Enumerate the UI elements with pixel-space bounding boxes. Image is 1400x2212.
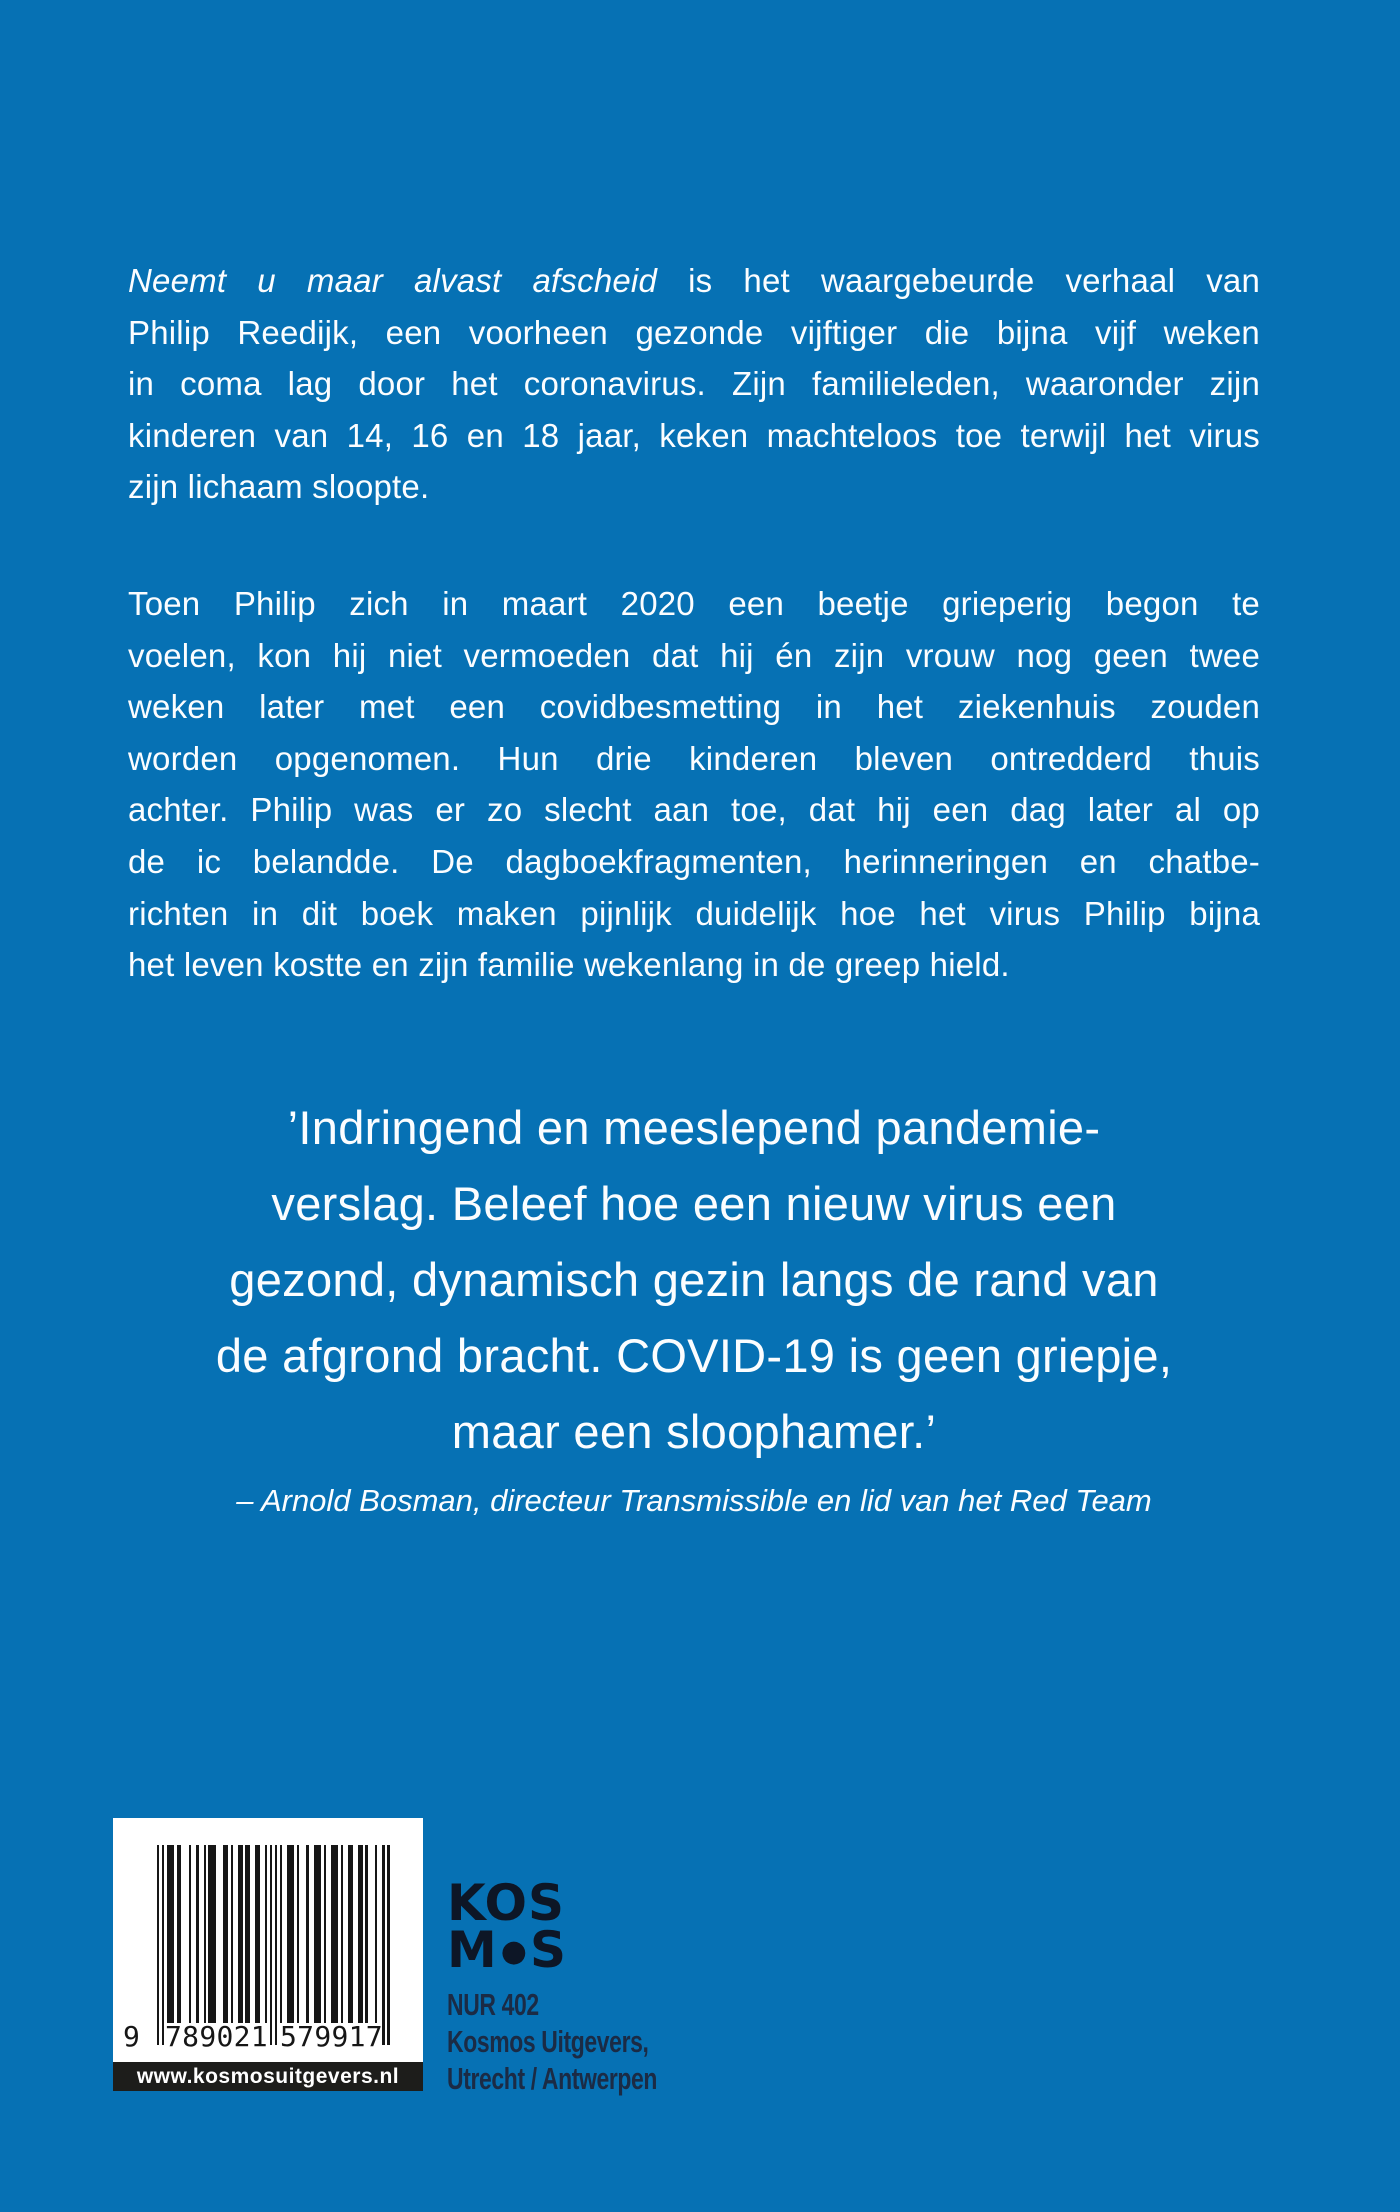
barcode-bar xyxy=(382,1845,384,2045)
barcode-bar xyxy=(245,1845,250,2023)
barcode-bar xyxy=(157,1845,159,2045)
barcode-bar xyxy=(231,1845,233,2023)
quote-line: gezond, dynamisch gezin langs de rand van xyxy=(229,1253,1159,1306)
quote-attribution: – Arnold Bosman, directeur Transmissible en lid van het Red Team xyxy=(236,1483,1152,1518)
barcode-bar xyxy=(297,1845,299,2023)
quote-line: ’Indringend en meeslepend pandemie- xyxy=(287,1101,1101,1154)
barcode-bar xyxy=(341,1845,343,2023)
barcode-bar xyxy=(189,1845,191,2023)
barcode-bar xyxy=(324,1845,326,2023)
barcode-digit-prefix: 9 xyxy=(123,2020,140,2053)
kosmos-logo-line2 xyxy=(447,1921,567,1979)
barcode-bar xyxy=(280,1845,282,2023)
barcode-bar xyxy=(270,1845,272,2045)
publisher-website-strip xyxy=(113,2062,423,2091)
synopsis-line: voelen, kon hij niet vermoeden dat hij én zijn vrouw nog geen twee xyxy=(128,636,1260,674)
quote-line: de afgrond bracht. COVID-19 is geen griepje, xyxy=(215,1329,1173,1382)
barcode-digits-right: 579917 xyxy=(280,2020,383,2053)
barcode-bar xyxy=(306,1845,308,2023)
quote-lines xyxy=(128,1090,1260,1470)
synopsis-p2-lines xyxy=(128,578,1260,991)
barcode-bar xyxy=(162,1845,164,2045)
publisher-name: Kosmos Uitgevers, xyxy=(447,2024,649,2059)
quote-line: maar een sloophamer.’ xyxy=(451,1405,937,1458)
review-quote xyxy=(128,1090,1260,1470)
barcode-bar xyxy=(375,1845,377,2023)
barcode-digits-left: 789021 xyxy=(165,2020,268,2053)
synopsis-line: het leven kostte en zijn familie wekenlang in de greep hield. xyxy=(128,946,1010,984)
synopsis-line: in coma lag door het coronavirus. Zijn familieleden, waaronder zijn xyxy=(128,365,1260,403)
publisher-website-url: www.kosmosuitgevers.nl xyxy=(136,2064,400,2088)
synopsis-paragraph-1 xyxy=(128,255,1260,513)
logo-letter-m: M xyxy=(447,1921,498,1979)
synopsis-line: Toen Philip zich in maart 2020 een beetje grieperig begon te xyxy=(128,585,1260,622)
barcode-bar xyxy=(177,1845,182,2023)
barcode-bar xyxy=(358,1845,363,2023)
synopsis-line: de ic belandde. De dagboekfragmenten, herinneringen en chatbe- xyxy=(128,842,1260,880)
barcode-bar xyxy=(348,1845,353,2023)
publisher-cities: Utrecht / Antwerpen xyxy=(447,2061,658,2096)
barcode-bar xyxy=(167,1845,174,2023)
barcode-bar xyxy=(238,1845,243,2023)
publisher-info xyxy=(447,1986,731,2097)
barcode-bar xyxy=(387,1845,389,2045)
barcode-bar xyxy=(208,1845,215,2023)
synopsis-line: weken later met een covidbesmetting in het ziekenhuis zouden xyxy=(128,688,1260,726)
synopsis-p1-lines xyxy=(128,307,1260,513)
kosmos-logo xyxy=(447,1874,567,1979)
synopsis-line: richten in dit boek maken pijnlijk duidelijk hoe het virus Philip bijna xyxy=(128,894,1260,932)
quote-line: verslag. Beleef hoe een nieuw virus een xyxy=(271,1177,1117,1230)
ean-barcode xyxy=(157,1845,390,2045)
barcode-bar xyxy=(196,1845,198,2023)
synopsis-line: worden opgenomen. Hun drie kinderen bleven ontredderd thuis xyxy=(128,739,1260,777)
kosmos-logo-line1: KOS xyxy=(447,1874,566,1932)
book-title-italic: Neemt u maar alvast afscheid xyxy=(128,262,658,299)
barcode-bar xyxy=(223,1845,228,2023)
barcode-bar xyxy=(275,1845,277,2045)
synopsis-paragraph-2 xyxy=(128,578,1260,991)
logo-dot-icon: ● xyxy=(500,1934,527,1969)
barcode-bar xyxy=(204,1845,206,2023)
synopsis-line-with-title xyxy=(128,255,1260,307)
barcode-bar xyxy=(314,1845,321,2023)
nur-code: NUR 402 xyxy=(447,1987,539,2022)
barcode-bar xyxy=(365,1845,367,2023)
synopsis-line: zijn lichaam sloopte. xyxy=(128,468,430,506)
synopsis-line-rest: is het waargebeurde verhaal van xyxy=(688,262,1260,299)
synopsis-line: kinderen van 14, 16 en 18 jaar, keken machteloos toe terwijl het virus xyxy=(128,416,1260,454)
barcode-sticker xyxy=(113,1818,423,2062)
barcode-bar xyxy=(331,1845,338,2023)
barcode-bar xyxy=(287,1845,294,2023)
barcode-bar xyxy=(265,1845,267,2023)
synopsis-line: achter. Philip was er zo slecht aan toe, dat hij een dag later al op xyxy=(128,791,1260,829)
logo-letter-s: S xyxy=(529,1921,567,1979)
synopsis-line: Philip Reedijk, een voorheen gezonde vijftiger die bijna vijf weken xyxy=(128,313,1260,351)
barcode-bar xyxy=(255,1845,260,2023)
